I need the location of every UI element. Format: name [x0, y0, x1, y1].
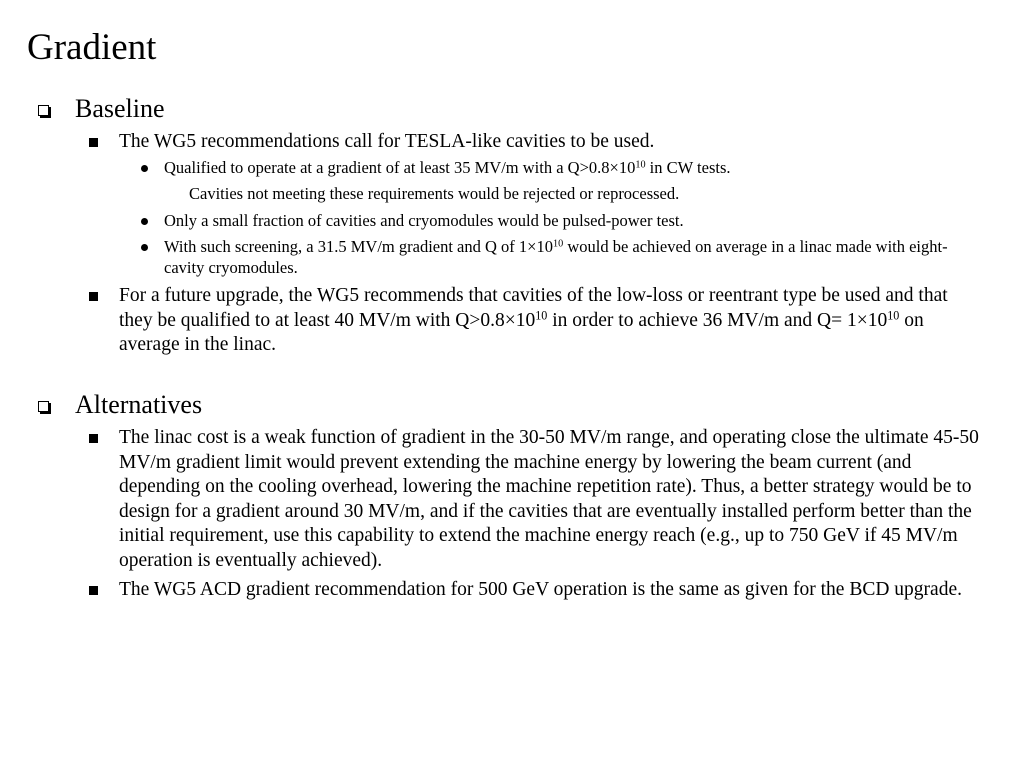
alternatives-item-2: [0, 578, 1024, 603]
baseline-heading-item: [0, 94, 1024, 124]
baseline-sub-item-1: [0, 158, 1024, 179]
baseline-sub-3-exponent: 10: [552, 238, 564, 250]
baseline-sub-1-exponent: 10: [635, 158, 646, 170]
baseline-item-2: [0, 284, 1024, 358]
baseline-item-2-text-c: on average in the linac.: [119, 309, 924, 355]
dot-bullet-icon: [141, 218, 148, 225]
baseline-sub-item-1-continuation: Cavities not meeting these requirements would be rejected or reprocessed.: [189, 184, 680, 203]
hollow-square-bullet-icon: [38, 105, 49, 116]
alternatives-item-1: [0, 426, 1024, 573]
baseline-item-2-text-a: For a future upgrade, the WG5 recommends that cavities of the low-loss or reentrant type be used and that they be qualified to at least 40 MV/m with Q>0.8×10: [119, 285, 948, 331]
baseline-sub-2-text: Only a small fraction of cavities and cryomodules would be pulsed-power test.: [164, 210, 684, 230]
baseline-item-1-text: The WG5 recommendations call for TESLA-like cavities to be used.: [119, 131, 655, 152]
baseline-sub-3-text-after: would be achieved on average in a linac made with eight-cavity cryomodules.: [164, 237, 948, 277]
baseline-item-2-text-b: in order to achieve 36 MV/m and Q= 1×10: [547, 309, 888, 331]
square-bullet-icon: [89, 292, 98, 301]
baseline-item-2-exponent-2: 10: [887, 307, 900, 322]
baseline-item-1: [0, 130, 1024, 155]
baseline-section: [0, 94, 1024, 358]
baseline-heading: Baseline: [75, 94, 165, 123]
alternatives-item-2-text: The WG5 ACD gradient recommendation for 500 GeV operation is the same as given for the BCD upgrade.: [119, 579, 962, 600]
baseline-sub-3-text-before: With such screening, a 31.5 MV/m gradient and Q of 1×10: [164, 237, 553, 256]
dot-bullet-icon: [141, 244, 148, 251]
square-bullet-icon: [89, 434, 98, 443]
square-bullet-icon: [89, 586, 98, 595]
alternatives-item-1-text: The linac cost is a weak function of gradient in the 30-50 MV/m range, and operating close the ultimate 45-50 MV/m gradient limit would prevent extending the machine energy by lowering the beam current (and depending on the cooling overhead, lowering the machine repetition rate). Thus, a better strategy would be to design for a gradient around 30 MV/m, and if the cavities that are eventually installed perform better than the initial requirement, use this capability to extend the machine energy reach (e.g., up to 750 GeV if 45 MV/m operation is eventually achieved).: [119, 427, 979, 571]
alternatives-heading-item: [0, 390, 1024, 420]
alternatives-heading: Alternatives: [75, 390, 203, 419]
baseline-sub-1-text-after: in CW tests.: [645, 157, 731, 177]
alternatives-section: [0, 390, 1024, 603]
square-bullet-icon: [89, 138, 98, 147]
baseline-sub-1-text-before: Qualified to operate at a gradient of at least 35 MV/m with a Q>0.8×10: [164, 157, 636, 177]
baseline-sub-item-2: [0, 211, 1024, 232]
dot-bullet-icon: [141, 165, 148, 172]
baseline-sub-item-3: [0, 237, 1024, 278]
hollow-square-bullet-icon: [38, 401, 49, 412]
baseline-item-2-exponent-1: 10: [535, 307, 548, 322]
slide-title: Gradient: [27, 27, 157, 68]
